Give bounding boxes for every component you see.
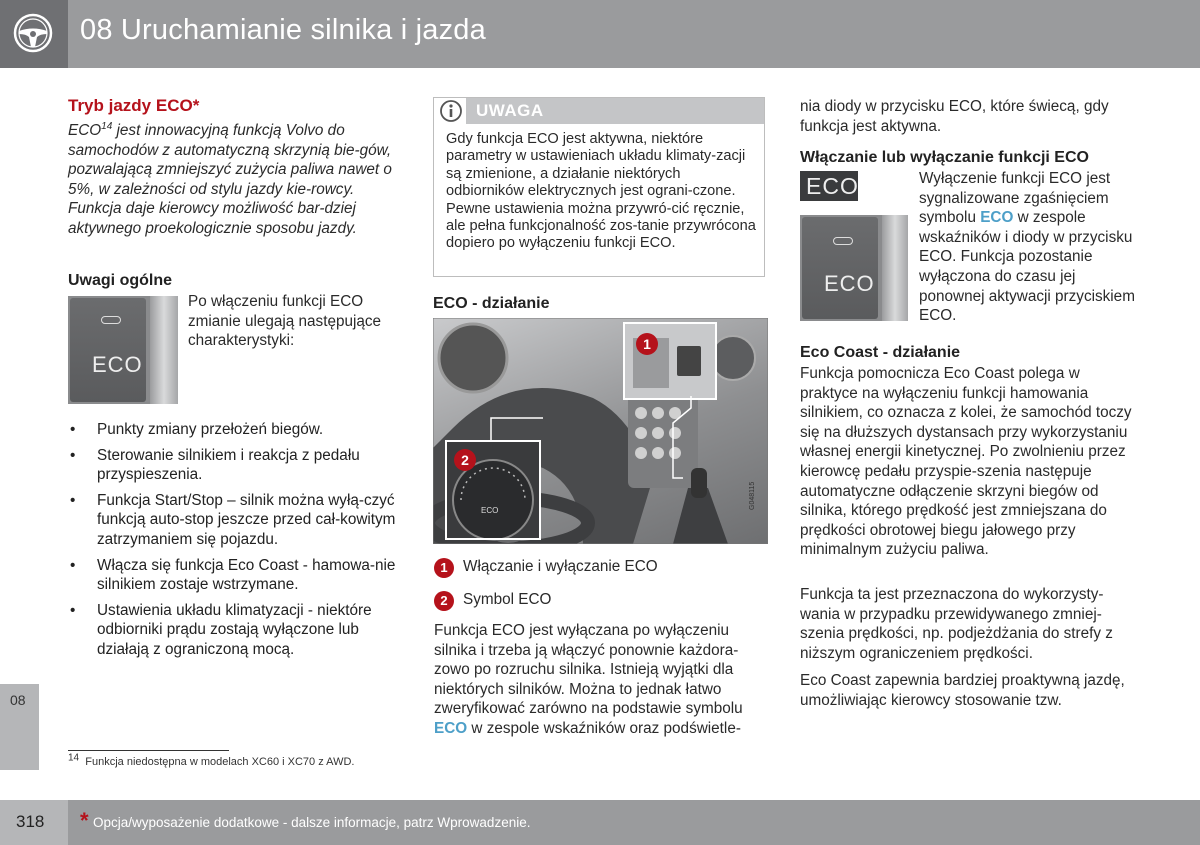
general-notes-heading: Uwagi ogólne: [68, 272, 172, 289]
eco-button-label: ECO: [92, 352, 143, 377]
footnote: $^{14}$ Funkcja niedostępna w modelach XC60 i XC70 z AWD.: [68, 752, 355, 768]
eco-operation-heading: ECO - działanie: [433, 295, 550, 312]
eco-button-image-2: [800, 215, 908, 321]
eco-coast-paragraph-1: Funkcja pomocnicza Eco Coast polega w praktyce na wyłączeniu funkcji hamowania silnikiem, co oznacza z kolei, że samochód toczy się na dłuższych dystansach przy wykorzystaniu własnej energii kinetycznej. Po zwolnieniu przez kierowcę pedału przyspie-szenia następuje automatyczne odłączenie skrzyni biegów od silnika, którego prędkość jest zmniejszana do prędkości obrotowej biegu jałowego przy minimalnym zużyciu paliwa.: [800, 365, 1132, 559]
eco-characteristics-list: [68, 420, 398, 666]
list-item: • Ustawienia układu klimatyzacji - niektóre odbiorniki prądu zostają wyłączone lub działają z ograniczoną mocą.: [70, 601, 372, 658]
gauge-eco-symbol: ECO: [481, 506, 499, 515]
note-text: Gdy funkcja ECO jest aktywna, niektóre parametry w ustawieniach układu klimaty-zacji są zmienione, a działanie niektórych odbiorników elektrycznych jest ograni-czone. Pewne ustawienia można przywró-cić ręcznie, ale pełna funkcjonalność zos-tanie przywrócona dopiero po wyłączeniu funkcji ECO.: [446, 131, 756, 252]
legend-label-2: Symbol ECO: [463, 591, 552, 608]
legend-label-1: Włączanie i wyłączanie ECO: [463, 558, 658, 575]
dashboard-figure: [433, 318, 768, 544]
callout-badge-2: 2: [454, 449, 476, 471]
footer-note: Opcja/wyposażenie dodatkowe - dalsze informacje, patrz Wprowadzenie.: [93, 815, 531, 830]
footnote-divider: [68, 750, 229, 751]
list-item: • Punkty zmiany przełożeń biegów.: [70, 421, 324, 438]
chapter-title: 08 Uruchamianie silnika i jazda: [80, 14, 486, 46]
general-notes-text: Po włączeniu funkcji ECO zmianie ulegają następujące charakterystyki:: [188, 293, 382, 350]
eco-intro-paragraph: ECO$^{14}$ jest innowacyjną funkcją Volvo do samochodów z automatyczną skrzynią bie-gów, pozwalającą zmniejszyć zużycia paliwa nawet o 5%, w zależności od stylu jazdy kie-rowcy. Funkcja daje kierowcy możliwość bar-dziej aktywnego proekologicznie sposobu jazdy.: [68, 120, 392, 237]
info-icon: [439, 99, 463, 123]
eco-button-label-2: ECO: [824, 271, 875, 296]
steering-wheel-icon: [13, 13, 53, 53]
note-title: UWAGA: [476, 101, 544, 120]
eco-operation-continued: nia diody w przycisku ECO, które świecą, gdy funkcja jest aktywna.: [800, 98, 1109, 135]
eco-toggle-heading: Włączanie lub wyłączanie funkcji ECO: [800, 149, 1089, 166]
eco-operation-paragraph: Funkcja ECO jest wyłączana po wyłączeniu silnika i trzeba ją włączyć ponownie każdora-zowo po rozruchu silnika. Istnieją wyjątki dla niektórych silników. Można to jednak łatwo zweryfikować zarówno na podstawie symbolu ECO w zespole wskaźników oraz podświetle-: [434, 622, 743, 737]
page-number: 318: [16, 812, 45, 831]
eco-mode-title: Tryb jazdy ECO*: [68, 96, 200, 115]
eco-symbol-box: [800, 171, 858, 201]
callout-lines: [433, 318, 768, 544]
eco-coast-heading: Eco Coast - działanie: [800, 344, 961, 361]
figure-code: G048115: [749, 481, 756, 510]
callout-badge-1: 1: [636, 333, 658, 355]
eco-button-image: [68, 296, 178, 404]
chapter-side-tab-label: 08: [10, 692, 26, 708]
list-item: • Włącza się funkcja Eco Coast - hamowa-nie silnikiem zostaje wstrzymane.: [70, 556, 396, 594]
eco-coast-paragraph-2: Funkcja ta jest przeznaczona do wykorzysty-wania w przypadku przewidywanego zmniej-szenia prędkości, np. podjeżdżania do strefy z niższym ograniczeniem prędkości.: [800, 586, 1113, 662]
list-item: • Sterowanie silnikiem i reakcja z pedału przyspieszenia.: [70, 446, 360, 484]
optional-equipment-star: *: [80, 808, 89, 833]
eco-coast-paragraph-3: Eco Coast zapewnia bardziej proaktywną jazdę, umożliwiając kierowcy stosowanie tzw.: [800, 672, 1125, 709]
list-item: • Funkcja Start/Stop – silnik można wyłą-czyć funkcją auto-stop jeszcze przed cał-kowitym zatrzymaniem się pojazdu.: [70, 491, 396, 548]
eco-toggle-text: Wyłączenie funkcji ECO jest sygnalizowane zgaśnięciem symbolu ECO w zespole wskaźników i diody w przycisku ECO. Funkcja pozostanie wyłączona do czasu jej ponownej aktywacji przyciskiem ECO.: [919, 170, 1135, 325]
legend-badge-1: 1: [434, 558, 454, 578]
eco-symbol-box-label: ECO: [806, 173, 859, 199]
legend-badge-2: 2: [434, 591, 454, 611]
